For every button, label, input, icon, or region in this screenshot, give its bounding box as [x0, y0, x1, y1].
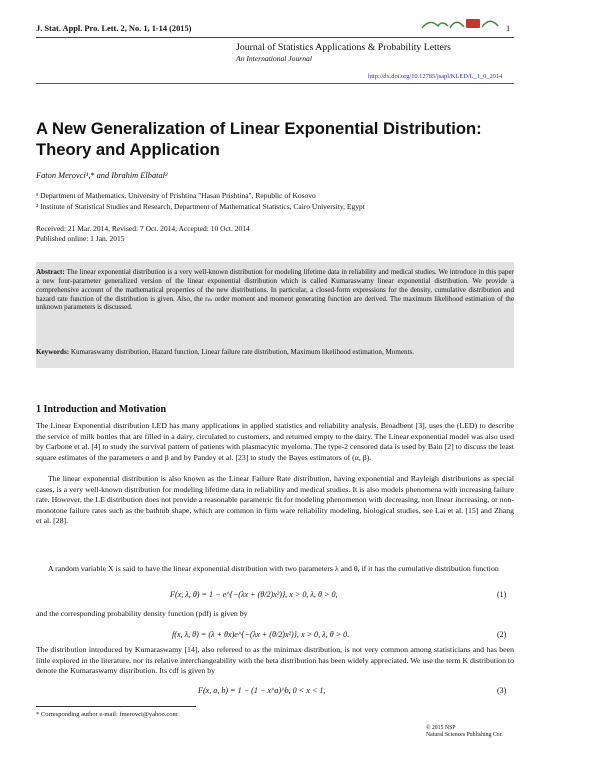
- received-dates: Received: 21 Mar. 2014, Revised: 7 Oct. 2014, Accepted: 10 Oct. 2014: [36, 224, 250, 233]
- journal-title: Journal of Statistics Applications & Probability Letters: [236, 42, 451, 53]
- affiliation-2: ² Institute of Statistical Studies and Research, Department of Mathematical Statistics, Cairo University, Egypt: [36, 202, 365, 211]
- abstract: [36, 268, 514, 312]
- equation-2: f(x, λ, θ) = (λ + θx)e^{−(λx + (θ/2)x²)}, x > 0, λ, θ > 0.: [172, 630, 350, 639]
- footnote-rule: [36, 706, 196, 707]
- paragraph-text: The distribution introduced by Kumaraswamy [14], also refereed to as the minimax distribution, is not very common among statisticians and has been little explored in the literature, nor its relative interchangeability with the beta distribution has been widely appreciated. We use the term K distribution to denote the Kumaraswamy distribution. Its cdf is given by: [36, 645, 514, 676]
- intro-paragraph-4: [36, 609, 514, 620]
- intro-paragraph-3: [36, 564, 514, 575]
- paragraph-text: The linear exponential distribution is also known as the Linear Failure Rate distribution, having exponential and Rayleigh distributions as special cases, is a very well-known distribution for modeling lifetime data in reliability and medical studies. It is also models phenomena with increasing failure rate. However, the LE distribution does not provide a reasonable parametric fit for modeling phenomenon with decreasing, non linear increasing, or non-monotone failure rates such as the bathtub shape, which are common in firm ware reliability modeling, biological studies, see Lai et al. [15] and Zhang et al. [28].: [36, 474, 514, 526]
- journal-reference: J. Stat. Appl. Pro. Lett. 2, No. 1, 1-14 (2015): [36, 24, 192, 33]
- authors: Faton Merovci¹,* and Ibrahim Elbatal²: [36, 171, 168, 180]
- journal-subtitle: An International Journal: [236, 54, 312, 63]
- publisher-name: Natural Sciences Publishing Cor.: [426, 732, 503, 738]
- equation-3-number: (3): [497, 686, 507, 695]
- corresponding-author: * Corresponding author e-mail: fmerovci@yahoo.com: [36, 711, 178, 718]
- copyright-line: © 2015 NSP: [426, 725, 456, 731]
- keywords-label: Keywords:: [36, 348, 70, 356]
- equation-2-number: (2): [497, 630, 507, 639]
- equation-3: F(x, a, b) = 1 − (1 − x^a)^b, 0 < x < 1,: [198, 686, 326, 695]
- intro-paragraph-1: [36, 421, 514, 463]
- doi-link[interactable]: http://dx.doi.org/10.12785/jsapl/KLED/L_1_0_2014: [368, 73, 503, 80]
- paper-title: A New Generalization of Linear Exponential Distribution: Theory and Application: [36, 119, 482, 159]
- equation-1-number: (1): [497, 590, 507, 599]
- section-heading: 1 Introduction and Motivation: [36, 404, 167, 415]
- publisher-logo: [420, 14, 500, 32]
- keywords: [36, 348, 514, 356]
- page-number: 1: [506, 24, 511, 33]
- abstract-label: Abstract:: [36, 268, 65, 276]
- intro-paragraph-2: [36, 474, 514, 527]
- doi-rule: [36, 83, 514, 84]
- intro-paragraph-5: [36, 645, 514, 677]
- paragraph-text: A random variable X is said to have the linear exponential distribution with two parameters λ and θ, if it has the cumulative distribution function: [48, 564, 499, 573]
- equation-1: F(x, λ, θ) = 1 − e^{−(λx + (θ/2)x²)}, x > 0, λ, θ > 0,: [170, 590, 338, 599]
- header-rule: [36, 37, 514, 38]
- published-date: Published online: 1 Jan. 2015: [36, 234, 125, 243]
- keywords-text: Kumaraswamy distribution, Hazard function, Linear failure rate distribution, Maximum likelihood estimation, Moments.: [70, 348, 415, 356]
- abstract-text: The linear exponential distribution is a very well-known distribution for modeling lifetime data in reliability and medical studies. We introduce in this paper a new four-parameter generalized version of the linear exponential distribution which is called Kumaraswamy linear exponential distribution. We provide a comprehensive account of the mathematical properties of the new distributions. In particular, a closed-form expressions for the density, cumulative distribution and hazard rate function of the distribution is given. Also, the rₜₕ order moment and moment generating function are derived. The maximum likelihood estimation of the unknown parameters is discussed.: [36, 268, 514, 312]
- paragraph-text: The Linear Exponential distribution LED has many applications in applied statistics and reliability analysis. Broadbent [3], uses the (LED) to describe the service of milk bottles that are filled in a dairy, circulated to customers, and returned empty to the dairy. The Linear exponential model was also used by Carbone et al. [4] to study the survival pattern of patients with plasmacytic myeloma. The type-2 censored data is used by Bain [2] to discuss the least square estimates of the parameters α and β and by Pandey et al. [23] to study the Bayes estimators of (α, β).: [36, 421, 514, 462]
- affiliation-1: ¹ Department of Mathematics, University of Prishtina "Hasan Prishtina", Republic of Kosovo: [36, 191, 316, 200]
- copyright: [426, 725, 503, 739]
- paragraph-text: and the corresponding probability density function (pdf) is given by: [36, 609, 248, 618]
